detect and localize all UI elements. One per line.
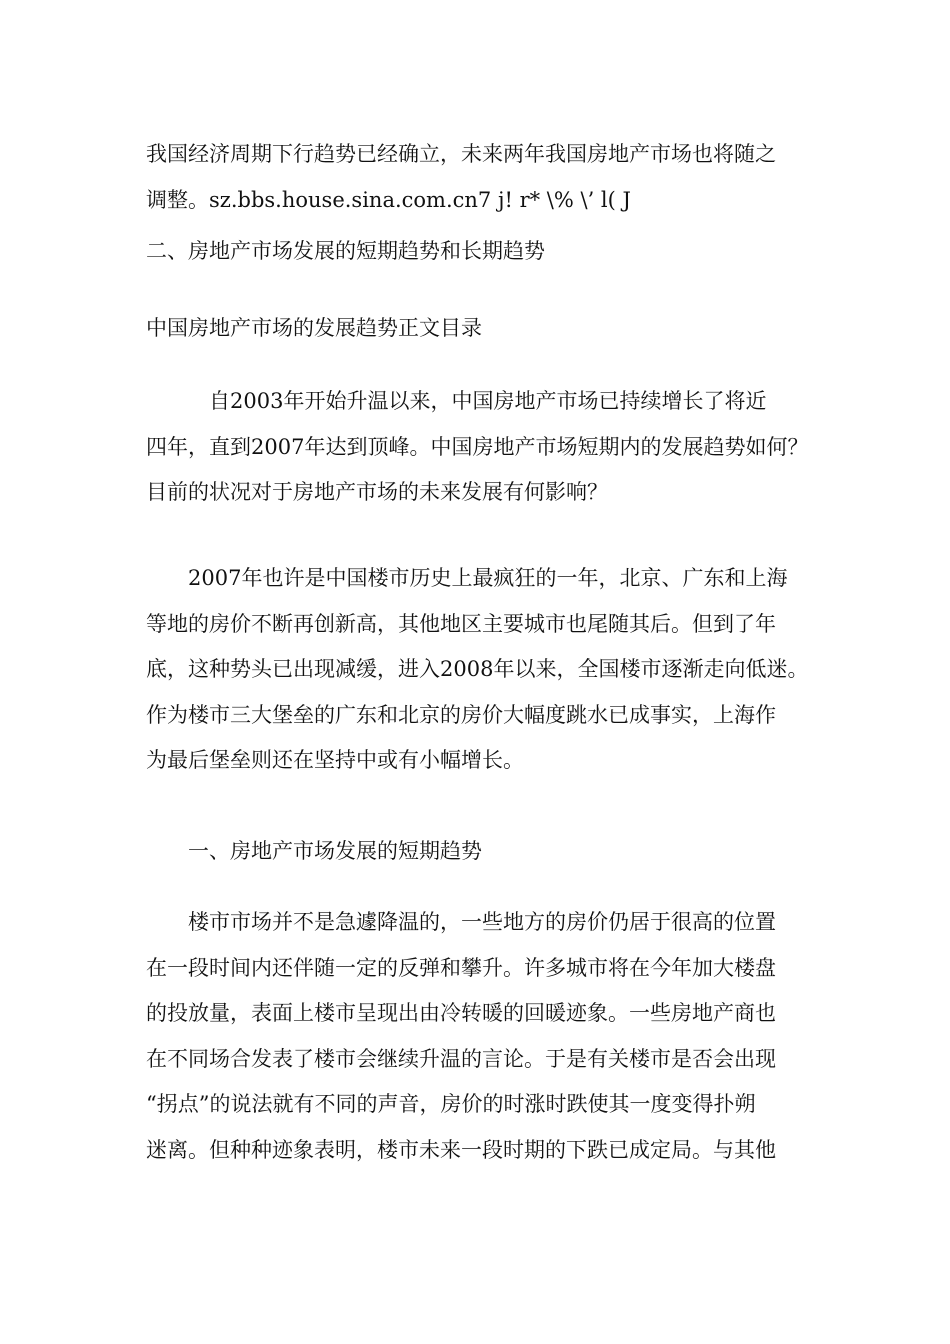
text-line: 楼市市场并不是急遽降温的，一些地方的房价仍居于很高的位置: [146, 910, 776, 934]
paragraph-2007: [146, 556, 846, 784]
paragraph-market: [146, 900, 846, 1173]
intro-paragraph: [146, 132, 846, 223]
paragraph-2003: [146, 379, 846, 516]
toc-title: [146, 306, 846, 352]
text-line: 迷离。但种种迹象表明，楼市未来一段时期的下跌已成定局。与其他: [146, 1137, 776, 1162]
toc-title-text: 中国房地产市场的发展趋势正文目录: [146, 316, 482, 340]
text-line: 调整。sz.bbs.house.sina.com.cn7 j! r* \% \’ l( J: [146, 187, 631, 212]
text-line: “拐点”的说法就有不同的声音，房价的时涨时跌使其一度变得扑朔: [146, 1092, 756, 1116]
text-line: 自2003年开始升温以来，中国房地产市场已持续增长了将近: [146, 389, 767, 413]
text-line: 的投放量，表面上楼市呈现出由冷转暖的回暖迹象。一些房地产商也: [146, 1001, 776, 1025]
text-line: 目前的状况对于房地产市场的未来发展有何影响？: [146, 480, 608, 504]
text-line: 底，这种势头已出现减缓，进入2008年以来，全国楼市逐渐走向低迷。: [146, 657, 809, 681]
text-line: 2007年也许是中国楼市历史上最疯狂的一年，北京、广东和上海: [146, 566, 788, 590]
text-line: 作为楼市三大堡垒的广东和北京的房价大幅度跳水已成事实，上海作: [146, 702, 776, 727]
section-heading-two: [146, 229, 846, 275]
text-line: 在不同场合发表了楼市会继续升温的言论。于是有关楼市是否会出现: [146, 1046, 776, 1071]
text-line: 我国经济周期下行趋势已经确立，未来两年我国房地产市场也将随之: [146, 142, 776, 166]
text-line: 在一段时间内还伴随一定的反弹和攀升。许多城市将在今年加大楼盘: [146, 955, 776, 980]
heading-text: 一、房地产市场发展的短期趋势: [146, 839, 482, 863]
section-heading-one: [146, 829, 846, 875]
heading-text: 二、房地产市场发展的短期趋势和长期趋势: [146, 239, 545, 263]
text-line: 为最后堡垒则还在坚持中或有小幅增长。: [146, 748, 524, 772]
text-line: 四年，直到2007年达到顶峰。中国房地产市场短期内的发展趋势如何？: [146, 434, 809, 459]
text-line: 等地的房价不断再创新高，其他地区主要城市也尾随其后。但到了年: [146, 611, 776, 636]
